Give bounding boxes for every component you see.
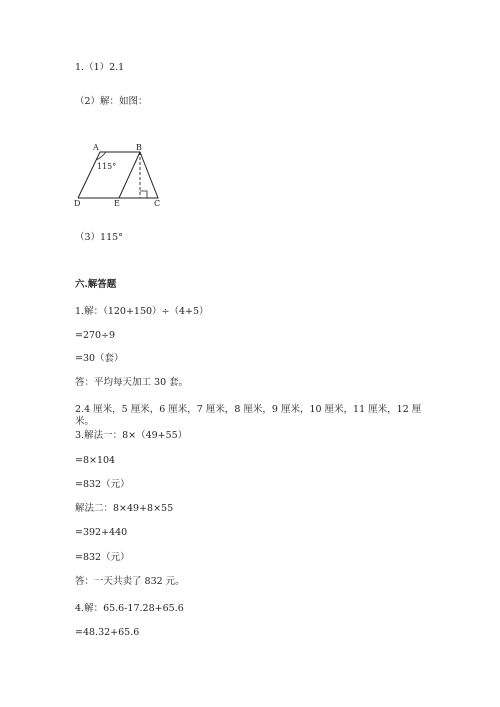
answer-1-part-2: （2）解：如图： (75, 96, 148, 107)
problem-3-line-2: =8×104 (75, 455, 116, 466)
problem-3-line-6: =832（元） (75, 552, 130, 563)
problem-2-line-1: 2.4 厘米，5 厘米，6 厘米，7 厘米，8 厘米，9 厘米，10 厘米，11 厘米，12 厘 (75, 404, 422, 415)
answer-1-part-3: （3）115° (75, 232, 123, 243)
problem-3-line-5: =392+440 (75, 527, 128, 538)
right-angle-marker (140, 191, 147, 198)
angle-label: 115° (97, 162, 117, 171)
section-title: 六.解答题 (75, 279, 117, 290)
label-a: A (93, 143, 99, 152)
label-e: E (114, 199, 120, 208)
problem-4-line-1: 4.解：65.6-17.28+65.6 (75, 603, 184, 614)
problem-3-answer: 答：一天共卖了 832 元。 (75, 576, 185, 587)
trapezoid-figure (72, 140, 172, 210)
problem-3-line-4: 解法二：8×49+8×55 (75, 503, 174, 514)
problem-1-line-1: 1.解：（120+150）÷（4+5） (75, 306, 209, 317)
label-d: D (74, 199, 81, 208)
answer-1-part-1: 1.（1）2.1 (75, 62, 125, 73)
problem-2-line-2: 米。 (75, 416, 95, 427)
label-b: B (136, 143, 142, 152)
problem-3-line-1: 3.解法一：8×（49+55） (75, 430, 188, 441)
problem-4-line-2: =48.32+65.6 (75, 627, 140, 638)
angle-arc (96, 152, 106, 160)
label-c: C (154, 199, 161, 208)
segment-be (119, 152, 140, 198)
problem-1-line-2: =270÷9 (75, 330, 116, 341)
problem-1-line-3: =30（套） (75, 353, 124, 364)
problem-1-answer: 答：平均每天加工 30 套。 (75, 377, 189, 388)
problem-3-line-3: =832（元） (75, 479, 130, 490)
